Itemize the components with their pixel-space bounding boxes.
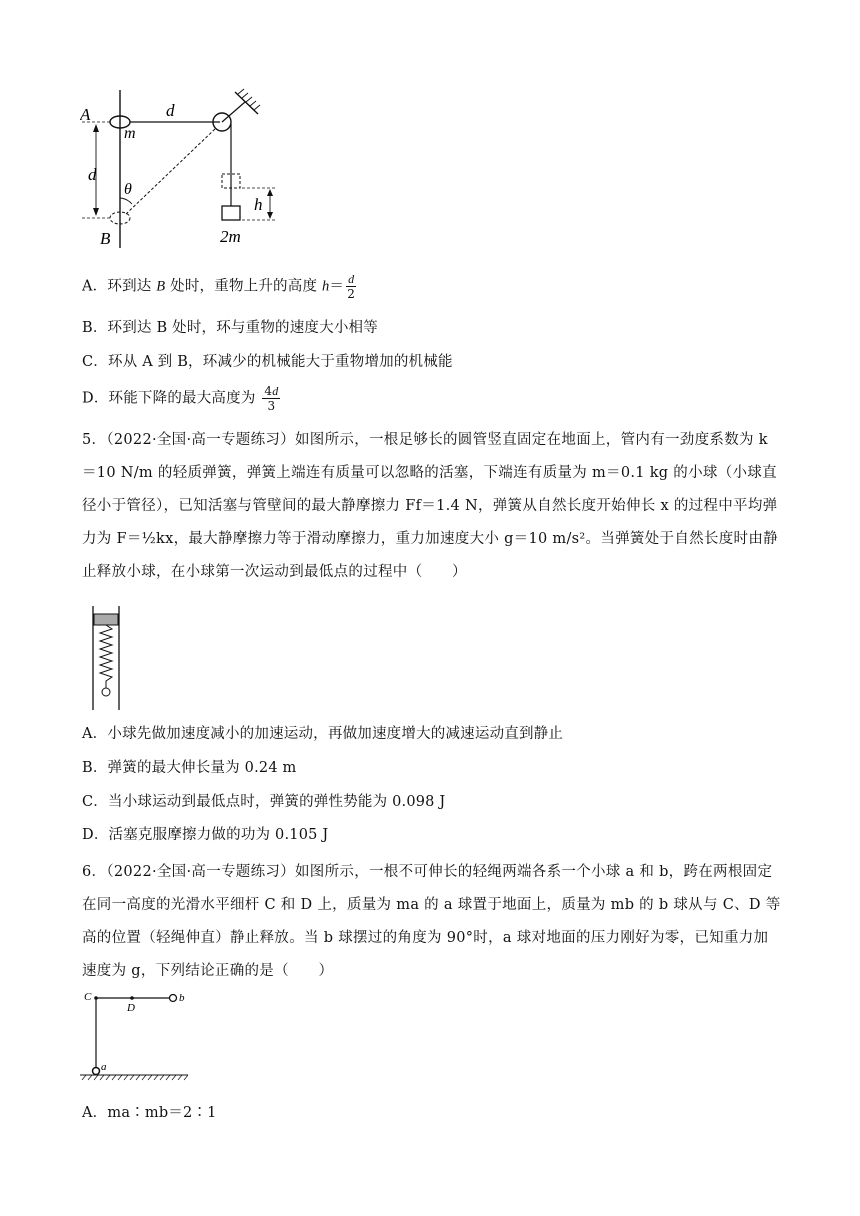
- label-a: a: [101, 1061, 107, 1073]
- label-2m: 2m: [220, 227, 241, 246]
- q4-option-b: B．环到达 B 处时，环与重物的速度大小相等: [82, 320, 378, 336]
- label-d-left: d: [88, 165, 97, 184]
- label-b: b: [179, 992, 185, 1004]
- q6-stem: 6．（2022·全国·高一专题练习）如图所示，一根不可伸长的轻绳两端各系一个小球 a 和 b，跨在两根固定在同一高度的光滑水平细杆 C 和 D 上，质量为 ma 的 a 球置于地面上，质量为 mb 的 b 球从与 C、D 等高的位置（轻绳伸直）静止释放。当 b 球摆过的角度为 90°时，a 球对地面的压力刚好为零，已知重力加速度为 g，下列结论正确的是（ ）: [82, 864, 781, 979]
- label-h: h: [254, 195, 263, 214]
- q4-option-a: A．环到达 B 处时，重物上升的高度 h＝ $\frac{d}{2}$: [82, 272, 356, 301]
- q6-option-a: A．ma∶mb＝2∶1: [82, 1105, 217, 1121]
- q4-option-d: D．环能下降的最大高度为 $\frac{4d}{3}$: [82, 384, 279, 413]
- label-m: m: [124, 125, 136, 142]
- ring-pulley-figure: [80, 88, 280, 250]
- label-C: C: [84, 991, 92, 1003]
- rod-ball-figure: [80, 986, 200, 1082]
- label-d-top: d: [166, 101, 175, 120]
- q5-option-a: A．小球先做加速度减小的加速运动，再做加速度增大的减速运动直到静止: [82, 726, 564, 742]
- q5-option-d: D．活塞克服摩擦力做的功为 0.105 J: [82, 827, 329, 843]
- tube-spring-figure: [88, 606, 124, 710]
- label-A: A: [80, 105, 91, 124]
- q5-stem: 5．（2022·全国·高一专题练习）如图所示，一根足够长的圆管竖直固定在地面上，管内有一劲度系数为 k＝10 N/m 的轻质弹簧，弹簧上端连有质量可以忽略的活塞，下端连有质量为 m＝0.1 kg 的小球（小球直径小于管径），已知活塞与管壁间的最大静摩擦力 Ff＝1.4 N，弹簧从自然长度开始伸长 x 的过程中平均弹力为 F＝½kx，最大静摩擦力等于滑动摩擦力，重力加速度大小 g＝10 m/s²。当弹簧处于自然长度时由静止释放小球，在小球第一次运动到最低点的过程中（ ）: [82, 432, 778, 580]
- label-theta: θ: [124, 181, 132, 198]
- q5-option-c: C．当小球运动到最低点时，弹簧的弹性势能为 0.098 J: [82, 794, 446, 810]
- q4-option-c: C．环从 A 到 B，环减少的机械能大于重物增加的机械能: [82, 354, 453, 370]
- label-D: D: [127, 1002, 135, 1014]
- q5-option-b: B．弹簧的最大伸长量为 0.24 m: [82, 760, 297, 776]
- label-B: B: [100, 229, 111, 248]
